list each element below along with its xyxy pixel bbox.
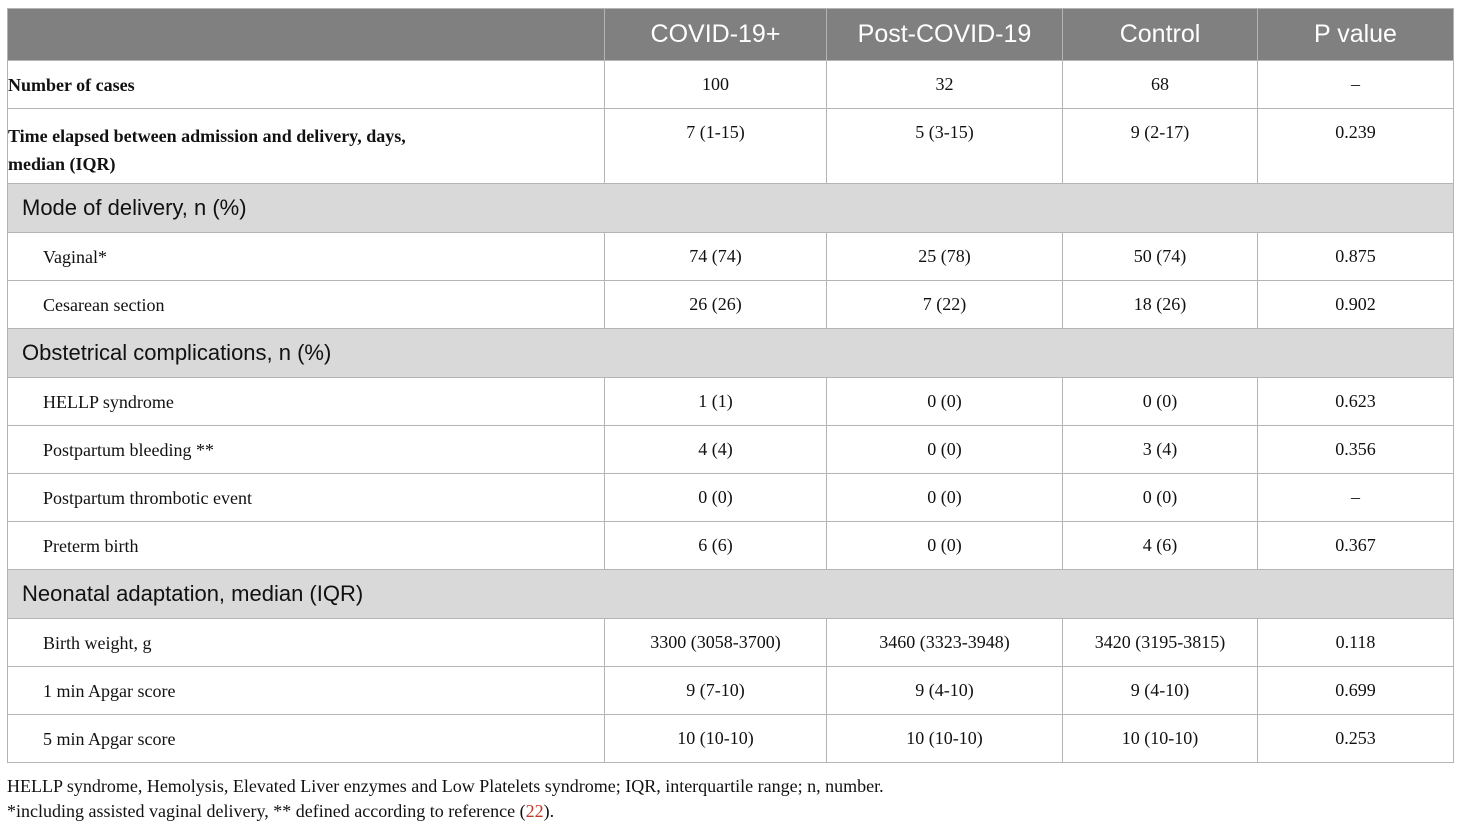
cell-control: 9 (4-10) (1063, 667, 1258, 715)
header-post-covid: Post-COVID-19 (827, 9, 1063, 61)
cell-p-value: 0.118 (1258, 619, 1454, 667)
row-label: Cesarean section (8, 281, 605, 329)
table-row (8, 715, 1454, 763)
row-label: Vaginal* (8, 233, 605, 281)
table-row (8, 233, 1454, 281)
footnote-text: *including assisted vaginal delivery, ** defined according to reference ( (7, 801, 526, 821)
cell-p-value: – (1258, 474, 1454, 522)
cell-control: 3 (4) (1063, 426, 1258, 474)
row-label: HELLP syndrome (8, 378, 605, 426)
header-blank (8, 9, 605, 61)
header-covid-positive: COVID-19+ (605, 9, 827, 61)
cell-covid-positive: 74 (74) (605, 233, 827, 281)
cell-covid-positive: 7 (1-15) (605, 109, 827, 184)
row-label: Number of cases (8, 61, 605, 109)
table-row (8, 474, 1454, 522)
table-row (8, 378, 1454, 426)
section-title: Neonatal adaptation, median (IQR) (8, 570, 1454, 619)
table-row (8, 109, 1454, 184)
section-header-row (8, 570, 1454, 619)
table-row (8, 281, 1454, 329)
cell-covid-positive: 3300 (3058-3700) (605, 619, 827, 667)
cell-post-covid: 0 (0) (827, 378, 1063, 426)
cell-covid-positive: 6 (6) (605, 522, 827, 570)
reference-link[interactable]: 22 (525, 801, 544, 821)
cell-p-value: 0.356 (1258, 426, 1454, 474)
table-row (8, 61, 1454, 109)
cell-covid-positive: 1 (1) (605, 378, 827, 426)
cell-covid-positive: 9 (7-10) (605, 667, 827, 715)
cell-covid-positive: 26 (26) (605, 281, 827, 329)
row-label: Birth weight, g (8, 619, 605, 667)
cell-post-covid: 9 (4-10) (827, 667, 1063, 715)
cell-control: 3420 (3195-3815) (1063, 619, 1258, 667)
cell-post-covid: 0 (0) (827, 426, 1063, 474)
row-label: 5 min Apgar score (8, 715, 605, 763)
results-table-container (7, 8, 1453, 763)
row-label: Postpartum thrombotic event (8, 474, 605, 522)
row-label-line2: median (IQR) (8, 154, 116, 174)
cell-post-covid: 7 (22) (827, 281, 1063, 329)
section-header-row (8, 184, 1454, 233)
cell-post-covid: 0 (0) (827, 474, 1063, 522)
row-label: Postpartum bleeding ** (8, 426, 605, 474)
section-title: Mode of delivery, n (%) (8, 184, 1454, 233)
table-row (8, 667, 1454, 715)
row-label (8, 109, 605, 184)
cell-covid-positive: 4 (4) (605, 426, 827, 474)
cell-control: 4 (6) (1063, 522, 1258, 570)
footnote-definitions (7, 799, 884, 824)
cell-control: 68 (1063, 61, 1258, 109)
cell-covid-positive: 100 (605, 61, 827, 109)
cell-control: 10 (10-10) (1063, 715, 1258, 763)
results-table (7, 8, 1454, 763)
table-row (8, 522, 1454, 570)
table-row (8, 619, 1454, 667)
cell-p-value: 0.253 (1258, 715, 1454, 763)
cell-control: 18 (26) (1063, 281, 1258, 329)
cell-p-value: 0.699 (1258, 667, 1454, 715)
cell-covid-positive: 0 (0) (605, 474, 827, 522)
cell-p-value: 0.902 (1258, 281, 1454, 329)
cell-control: 0 (0) (1063, 378, 1258, 426)
cell-post-covid: 3460 (3323-3948) (827, 619, 1063, 667)
row-label: Preterm birth (8, 522, 605, 570)
footnote-text-end: ). (543, 801, 555, 821)
table-header-row (8, 9, 1454, 61)
cell-control: 50 (74) (1063, 233, 1258, 281)
cell-post-covid: 5 (3-15) (827, 109, 1063, 184)
row-label-line1: Time elapsed between admission and delivery, days, (8, 126, 406, 146)
cell-p-value: 0.875 (1258, 233, 1454, 281)
cell-p-value: – (1258, 61, 1454, 109)
cell-post-covid: 32 (827, 61, 1063, 109)
table-footnotes (7, 774, 884, 824)
header-p-value: P value (1258, 9, 1454, 61)
header-control: Control (1063, 9, 1258, 61)
footnote-abbreviations: HELLP syndrome, Hemolysis, Elevated Liver enzymes and Low Platelets syndrome; IQR, interquartile range; n, number. (7, 776, 884, 796)
section-header-row (8, 329, 1454, 378)
cell-control: 9 (2-17) (1063, 109, 1258, 184)
cell-post-covid: 25 (78) (827, 233, 1063, 281)
cell-post-covid: 0 (0) (827, 522, 1063, 570)
cell-control: 0 (0) (1063, 474, 1258, 522)
cell-p-value: 0.367 (1258, 522, 1454, 570)
row-label: 1 min Apgar score (8, 667, 605, 715)
section-title: Obstetrical complications, n (%) (8, 329, 1454, 378)
cell-p-value: 0.239 (1258, 109, 1454, 184)
cell-covid-positive: 10 (10-10) (605, 715, 827, 763)
table-row (8, 426, 1454, 474)
cell-post-covid: 10 (10-10) (827, 715, 1063, 763)
cell-p-value: 0.623 (1258, 378, 1454, 426)
